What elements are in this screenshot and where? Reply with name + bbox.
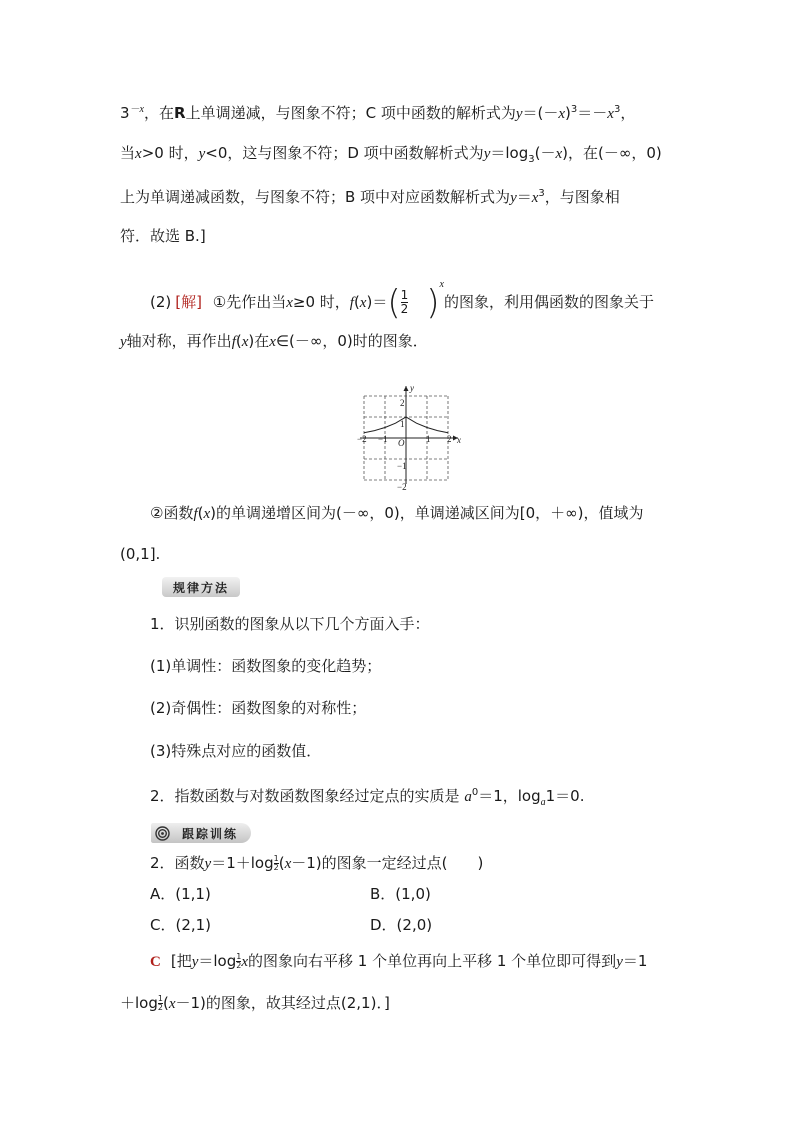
- function-graph: [344, 364, 480, 494]
- variable: x: [286, 295, 293, 311]
- text: (: [353, 293, 360, 311]
- text: 符．故选 B.]: [120, 227, 206, 245]
- text: －1)的图象，故其经过点(2,1)．]: [175, 994, 390, 1012]
- variable: a: [464, 789, 472, 805]
- variable: x: [607, 106, 614, 122]
- text: (: [162, 994, 169, 1012]
- variable: y: [510, 190, 517, 206]
- text: <0，这与图象不符；D 项中函数解析式为: [205, 144, 484, 162]
- text: ＝log: [490, 144, 529, 162]
- left-paren: (: [387, 282, 401, 323]
- y-tick-label: −2: [397, 482, 407, 492]
- subscript: a: [540, 797, 546, 808]
- text: 2．指数函数与对数函数图象经过定点的实质是: [150, 787, 460, 805]
- text: (0,1].: [120, 545, 161, 563]
- text: ＋log: [120, 994, 158, 1012]
- option-text: C．(2,1): [150, 916, 212, 934]
- variable: x: [269, 334, 276, 350]
- method-item: [150, 783, 584, 813]
- variable: x: [531, 190, 539, 206]
- text: 当: [120, 144, 136, 162]
- superscript: 3: [613, 104, 621, 115]
- superscript: 3: [570, 104, 578, 115]
- y-tick-label: 2: [400, 398, 405, 408]
- text: ①先作出当: [212, 293, 287, 311]
- variable: x: [555, 146, 563, 162]
- text: 的图象向右平移 1 个单位再向上平移 1 个单位即可得到: [248, 952, 617, 970]
- variable: x: [241, 334, 249, 350]
- text: ＝: [516, 188, 532, 206]
- text: ，与图象相: [544, 188, 620, 206]
- badge-label: 跟踪训练: [181, 826, 238, 841]
- variable: f: [349, 295, 354, 311]
- text: ＝log: [198, 952, 237, 970]
- solution-label: [解]: [175, 293, 202, 311]
- fraction: [401, 289, 409, 316]
- method-item: [150, 656, 381, 676]
- text: ＝1＋log: [211, 854, 274, 872]
- question-stem: [150, 853, 483, 874]
- variable: y: [616, 954, 623, 970]
- superscript: 0: [471, 787, 479, 798]
- superscript: 3: [538, 188, 545, 199]
- x-tick-label: 1: [426, 434, 431, 444]
- answer-letter: C: [150, 954, 161, 970]
- text: 上为单调递减函数，与图象不符；B 项中对应函数解析式为: [120, 188, 511, 206]
- variable: y: [198, 146, 206, 162]
- y-tick-label: −1: [397, 461, 407, 471]
- text: ＝－: [577, 104, 608, 122]
- method-item: [150, 741, 321, 761]
- variable: y: [483, 146, 491, 162]
- text-line: [120, 226, 206, 246]
- fraction-denominator: 2: [400, 302, 409, 316]
- fraction-denominator: 2: [236, 961, 242, 970]
- text: (: [197, 504, 204, 522]
- fraction-denominator: 2: [273, 863, 279, 872]
- variable: y: [120, 334, 127, 350]
- text: 的图象，利用偶函数的图象关于: [443, 293, 654, 311]
- text: 轴对称，再作出: [126, 332, 232, 350]
- fraction-denominator: 2: [157, 1003, 163, 1012]
- variable: x: [558, 106, 566, 122]
- text: 2．函数: [150, 854, 205, 872]
- y-axis-arrow: [404, 386, 409, 391]
- fraction-numerator: 1: [157, 994, 163, 1003]
- text-line: [120, 331, 428, 352]
- superscript: －x: [129, 104, 144, 115]
- practice-badge: [151, 823, 251, 843]
- answer-line: [120, 993, 390, 1014]
- method-summary-badge: [162, 577, 240, 597]
- text: >0 时，: [141, 144, 199, 162]
- answer-line: [150, 951, 647, 972]
- text: (: [235, 332, 242, 350]
- text: ，在: [144, 104, 175, 122]
- variable: x: [168, 996, 176, 1012]
- text: ＝(－: [522, 104, 559, 122]
- text: ∈(－∞，0)时的图象．: [275, 332, 428, 350]
- origin-label: O: [398, 438, 405, 448]
- target-icon: [155, 826, 170, 841]
- text: 3: [120, 104, 130, 122]
- variable: x: [284, 856, 292, 872]
- option-c: [150, 915, 211, 935]
- variable: y: [204, 856, 212, 872]
- set-symbol: R: [174, 104, 186, 122]
- option-text: D．(2,0): [370, 916, 433, 934]
- variable: f: [193, 506, 198, 522]
- text-line: [120, 544, 160, 564]
- text: )的单调递增区间为(－∞，0)，单调递减区间为[0，＋∞)，值域为: [210, 504, 644, 522]
- option-b: [370, 884, 431, 904]
- text-line: [120, 184, 620, 208]
- y-tick-label: 1: [400, 419, 405, 429]
- text: 1．识别函数的图象从以下几个方面入手：: [150, 615, 430, 633]
- text: )在: [248, 332, 270, 350]
- text: ): [565, 104, 571, 122]
- text-line: [150, 279, 654, 323]
- text-line: [150, 503, 644, 524]
- text: (－: [534, 144, 556, 162]
- option-text: A．(1,1): [150, 885, 211, 903]
- text: (3)特殊点对应的函数值．: [150, 742, 322, 760]
- method-item: [150, 698, 366, 718]
- text-line: [120, 100, 635, 124]
- text: 1＝0.: [545, 787, 585, 805]
- variable: y: [191, 954, 199, 970]
- x-axis-label: x: [457, 435, 461, 445]
- variable: x: [203, 506, 211, 522]
- text: 上单调递减，与图象不符；C 项中函数的解析式为: [185, 104, 516, 122]
- text: (1)单调性：函数图象的变化趋势；: [150, 657, 382, 675]
- x-tick-label: −1: [378, 434, 388, 444]
- text: [把: [170, 952, 192, 970]
- x-tick-label: −2: [357, 434, 367, 444]
- fraction-numerator: 1: [236, 952, 242, 961]
- text: －1)的图象一定经过点( ): [291, 854, 484, 872]
- subscript: 3: [528, 154, 535, 165]
- variable: f: [231, 334, 236, 350]
- option-d: [370, 915, 432, 935]
- variable: y: [515, 106, 523, 122]
- text: )＝: [366, 293, 388, 311]
- option-text: B．(1,0): [370, 885, 431, 903]
- variable: x: [359, 295, 367, 311]
- text: ＝1: [622, 952, 648, 970]
- fraction-numerator: 1: [273, 854, 279, 863]
- right-paren: ): [426, 282, 440, 323]
- variable: x: [241, 954, 249, 970]
- exponent: x: [439, 279, 444, 290]
- fraction-numerator: 1: [400, 288, 409, 302]
- text: (2)奇偶性：函数图象的对称性；: [150, 699, 367, 717]
- text: ②函数: [150, 504, 194, 522]
- text: ，: [620, 104, 636, 122]
- y-axis-label: y: [410, 383, 414, 393]
- variable: x: [135, 146, 142, 162]
- text: )，在(－∞，0): [562, 144, 662, 162]
- x-tick-label: 2: [447, 434, 452, 444]
- text-line: [120, 143, 662, 170]
- text: ＝1，log: [478, 787, 541, 805]
- method-item: [150, 614, 430, 634]
- sub-question-number: (2): [150, 293, 172, 311]
- badge-label: 规律方法: [172, 580, 229, 595]
- text: ≥0 时，: [292, 293, 350, 311]
- text: (: [278, 854, 285, 872]
- option-a: [150, 884, 211, 904]
